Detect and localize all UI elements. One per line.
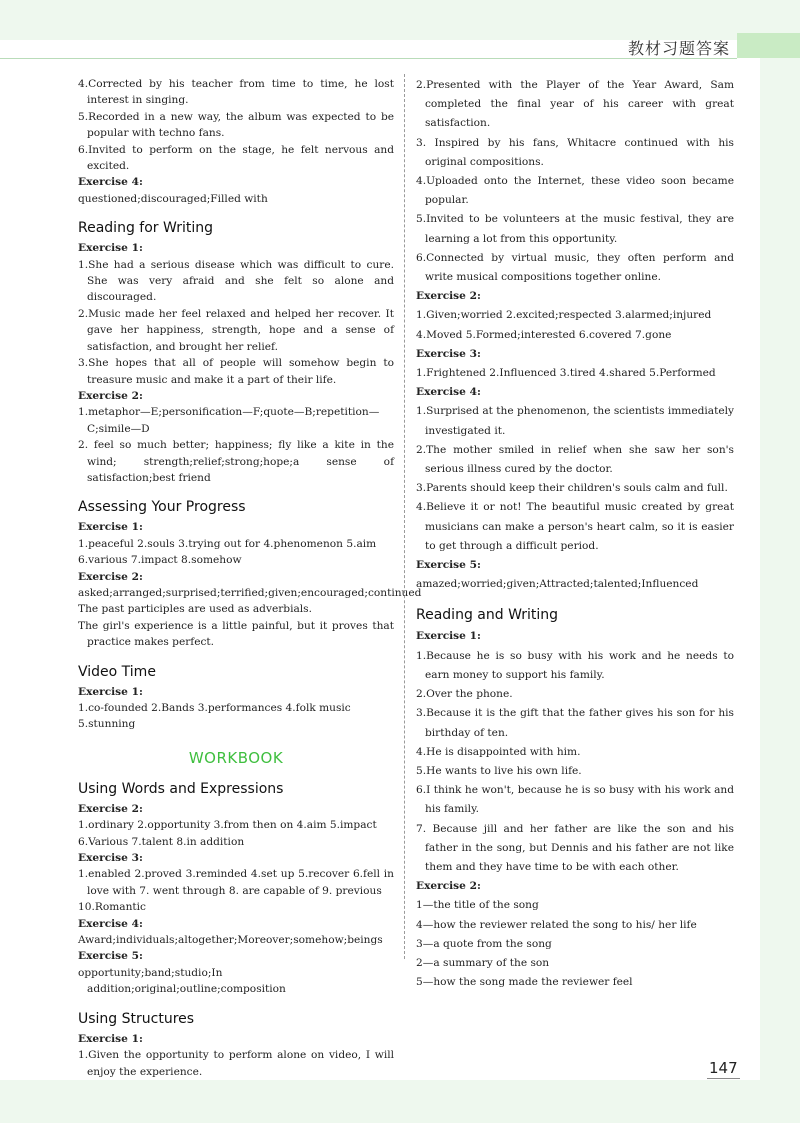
answer-line: 4.He is disappointed with him. <box>416 745 581 758</box>
answer-line: 5.Recorded in a new way, the album was expected to be popular with techno fans. <box>78 110 394 140</box>
exercise-label: Exercise 2: <box>78 802 143 815</box>
exercise-label: Exercise 1: <box>416 630 481 643</box>
answer-line: 1.metaphor—E;personification—F;quote—B;repetition—C;simile—D <box>78 406 380 435</box>
answer-line: 4.Uploaded onto the Internet, these video soon became popular. <box>416 175 734 207</box>
answer-line: asked;arranged;surprised;terrified;given;encouraged;continued <box>78 586 422 599</box>
column-divider <box>404 74 405 959</box>
answer-line: 1.Surprised at the phenomenon, the scientists immediately investigated it. <box>416 405 734 437</box>
exercise-label: Exercise 3: <box>416 347 481 360</box>
answer-line: 5.stunning <box>78 718 136 731</box>
answer-line: opportunity;band;studio;In addition;original;outline;composition <box>78 966 286 996</box>
answer-line: 1.enabled 2.proved 3.reminded 4.set up 5.recover 6.fell in love with 7. went through 8. are capable of 9. previous <box>78 868 394 897</box>
page-number: 147 <box>709 1059 738 1077</box>
answer-line: 1.co-founded 2.Bands 3.performances 4.folk music <box>78 702 351 714</box>
section-heading: Using Words and Expressions <box>78 780 284 797</box>
exercise-label: Exercise 2: <box>78 389 143 402</box>
exercise-label: Exercise 2: <box>416 880 481 893</box>
answer-line: amazed;worried;given;Attracted;talented;Influenced <box>416 578 699 591</box>
section-heading: Reading for Writing <box>78 220 213 237</box>
exercise-label: Exercise 1: <box>78 521 143 534</box>
answer-line: 1.peaceful 2.souls 3.trying out for 4.phenomenon 5.aim <box>78 537 377 550</box>
answer-line: 1.Given the opportunity to perform alone on video, I will enjoy the experience. <box>78 1049 394 1078</box>
answer-line: 1.Given;worried 2.excited;respected 3.alarmed;injured <box>416 309 712 322</box>
header-rule <box>0 58 737 59</box>
exercise-label: Exercise 5: <box>78 950 143 963</box>
workbook-heading: WORKBOOK <box>188 748 284 767</box>
exercise-label: Exercise 4: <box>78 917 143 930</box>
right-column <box>416 76 734 992</box>
exercise-label: Exercise 1: <box>78 685 143 698</box>
answer-line: 2.The mother smiled in relief when she saw her son's serious illness cured by the doctor. <box>416 443 734 476</box>
answer-line: 7. Because jill and her father are like the son and his father in the song, but Dennis and his father are not like them and they have time to be with each other. <box>416 822 734 873</box>
answer-line: 5.Invited to be volunteers at the music festival, they are learning a lot from this opportunity. <box>416 213 734 245</box>
header-tab <box>737 33 800 58</box>
answer-line: 1—the title of the song <box>416 899 539 912</box>
answer-line: 6.Invited to perform on the stage, he felt nervous and excited. <box>78 143 394 173</box>
exercise-label: Exercise 4: <box>78 176 143 189</box>
section-heading: Reading and Writing <box>416 607 559 624</box>
answer-line: 1.ordinary 2.opportunity 3.from then on 4.aim 5.impact <box>78 819 377 832</box>
answer-line: 4.Moved 5.Formed;interested 6.covered 7.gone <box>416 328 672 341</box>
section-heading: Using Structures <box>78 1010 195 1027</box>
answer-line: 6.Connected by virtual music, they often perform and write musical compositions together online. <box>416 251 734 284</box>
exercise-label: Exercise 2: <box>416 290 481 303</box>
section-heading: Video Time <box>78 663 156 680</box>
answer-line: 3—a quote from the song <box>416 937 552 950</box>
answer-line: 3.She hopes that all of people will somehow begin to treasure music and make it a part of their life. <box>78 357 394 386</box>
answer-line: 4—how the reviewer related the song to his/ her life <box>416 918 697 931</box>
answer-line: 10.Romantic <box>78 901 146 914</box>
header-title: 教材习题答案 <box>628 39 731 58</box>
side-decorative-band <box>760 58 800 1123</box>
answer-line: 3.Because it is the gift that the father gives his son for his birthday of ten. <box>416 707 734 739</box>
bottom-decorative-band <box>0 1080 800 1123</box>
answer-line: 6.Various 7.talent 8.in addition <box>78 835 245 848</box>
answer-line: 4.Believe it or not! The beautiful music created by great musicians can make a person's heart calm, so it is easier to get through a difficult period. <box>416 501 734 552</box>
answer-line: 3. Inspired by his fans, Whitacre continued with his original compositions. <box>416 136 734 168</box>
answer-line: 2.Music made her feel relaxed and helped her recover. It gave her happiness, strength, hope and a sense of satisfaction, and brought her relief. <box>78 307 394 353</box>
answer-line: 1.She had a serious disease which was difficult to cure. She was very afraid and she felt so alone and discouraged. <box>78 258 394 304</box>
exercise-label: Exercise 1: <box>78 242 143 255</box>
answer-line: 2—a summary of the son <box>416 956 550 969</box>
answer-line: The girl's experience is a little painful, but it proves that practice makes perfect. <box>78 619 394 649</box>
answer-line: 2.Presented with the Player of the Year Award, Sam completed the final year of his career with great satisfaction. <box>416 79 734 130</box>
answer-line: 6.various 7.impact 8.somehow <box>78 554 242 567</box>
answer-line: 4.Corrected by his teacher from time to time, he lost interest in singing. <box>78 78 394 107</box>
top-decorative-band <box>0 0 800 40</box>
answer-line: 6.I think he won't, because he is so busy with his work and his family. <box>416 784 734 816</box>
answer-line: The past participles are used as adverbials. <box>78 603 312 616</box>
section-heading: Assessing Your Progress <box>78 499 246 516</box>
answer-line: 3.Parents should keep their children's souls calm and full. <box>416 482 728 495</box>
answer-line: 2.Over the phone. <box>416 688 513 701</box>
exercise-label: Exercise 4: <box>416 386 481 399</box>
exercise-label: Exercise 5: <box>416 559 481 572</box>
answer-line: 5.He wants to live his own life. <box>416 764 582 777</box>
answer-line: Award;individuals;altogether;Moreover;somehow;beings <box>78 934 383 947</box>
left-column <box>78 76 422 1080</box>
exercise-label: Exercise 3: <box>78 852 143 865</box>
answer-line: 2. feel so much better; happiness; fly like a kite in the wind; strength;relief;strong;hope;a sense of satisfaction;best friend <box>78 439 394 484</box>
exercise-label: Exercise 2: <box>78 570 143 583</box>
answer-line: questioned;discouraged;Filled with <box>78 192 268 205</box>
answer-line: 1.Because he is so busy with his work and he needs to earn money to support his family. <box>416 649 734 681</box>
answer-line: 1.Frightened 2.Influenced 3.tired 4.shared 5.Performed <box>416 367 716 380</box>
answer-line: 5—how the song made the reviewer feel <box>416 976 633 989</box>
exercise-label: Exercise 1: <box>78 1032 143 1045</box>
